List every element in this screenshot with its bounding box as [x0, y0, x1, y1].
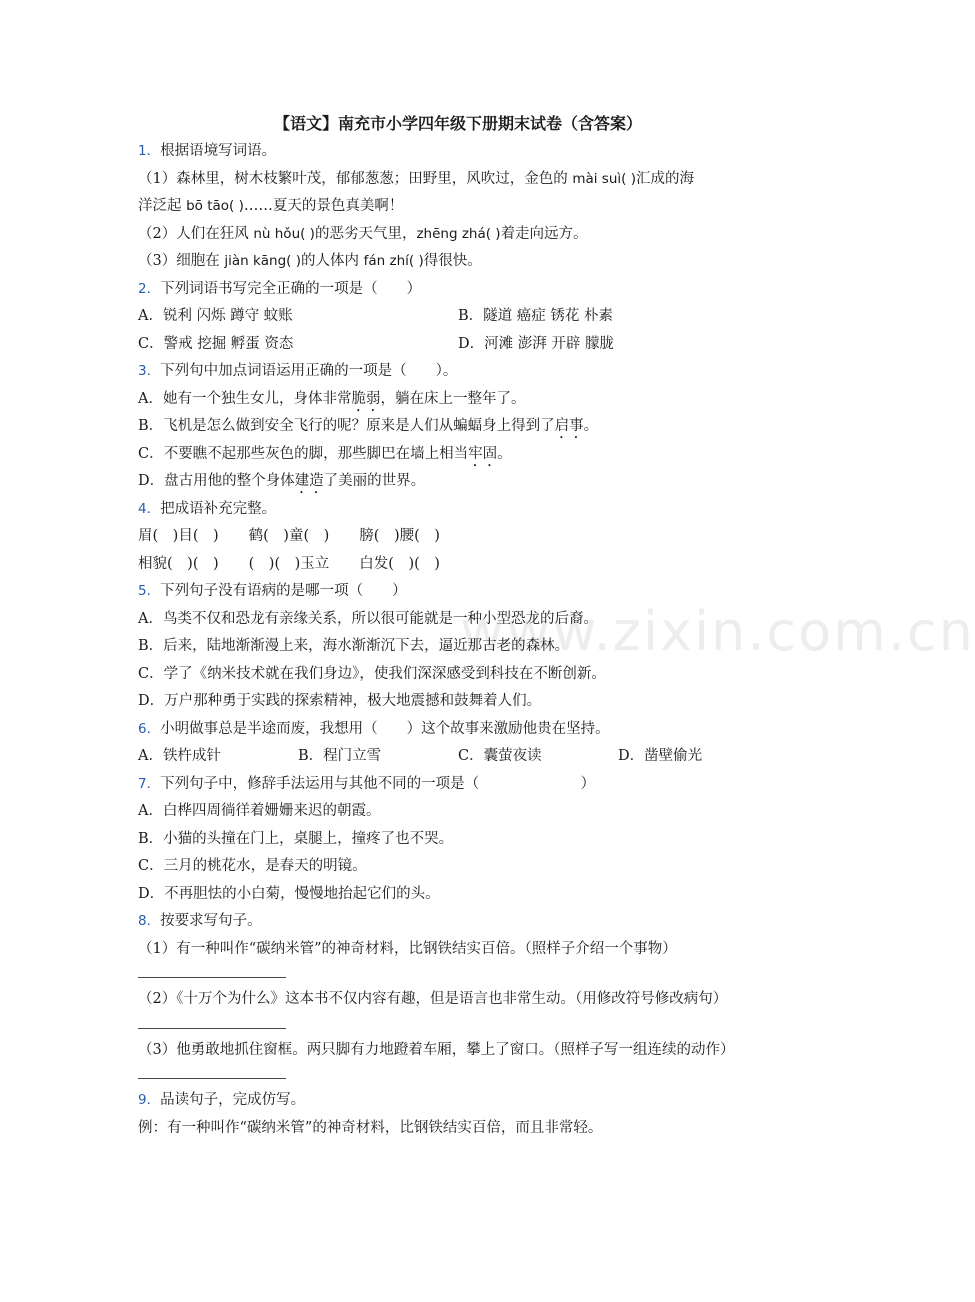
option-b[interactable]: B．小猫的头撞在门上，桌腿上，撞疼了也不哭。 — [138, 830, 454, 847]
question-8-sub-3: （3）他勇敢地抓住窗框。两只脚有力地蹬着车厢，攀上了窗口。（照样子写一组连续的动作） — [138, 1041, 735, 1058]
idiom-blank[interactable]: 白发( )( ) — [359, 555, 440, 572]
option-c[interactable]: C．不要瞧不起那些灰色的脚，那些脚巴在墙上相当牢固。 — [138, 445, 512, 462]
option-a[interactable]: A．鸟类不仅和恐龙有亲缘关系，所以很可能就是一种小型恐龙的后裔。 — [138, 610, 598, 627]
question-8-sub-1: （1）有一种叫作“碳纳米管”的神奇材料，比钢铁结实百倍。（照样子介绍一个事物） — [138, 940, 677, 957]
option-d[interactable]: D．河滩 澎湃 开辟 朦胧 — [458, 335, 614, 352]
question-1-sentence-1b: 洋泛起 bō tāo( )……夏天的景色真美啊！ — [138, 198, 404, 214]
pinyin-blank[interactable]: nù hǒu( ) — [253, 225, 315, 242]
question-1-stem: 1．根据语境写词语。 — [138, 143, 277, 159]
question-1-sentence-2: （2）人们在狂风 nù hǒu( )的恶劣天气里，zhēng zhá( )着走向远方。 — [138, 225, 588, 242]
idiom-row-2 — [138, 551, 778, 579]
answer-line[interactable] — [138, 1064, 286, 1079]
pinyin-blank[interactable]: mài suì( ) — [572, 170, 636, 187]
option-b[interactable]: B．隧道 癌症 锈花 朴素 — [458, 308, 613, 324]
question-8-sub-2: （2）《十万个为什么》这本书不仅内容有趣，但是语言也非常生动。（用修改符号修改病句） — [138, 991, 728, 1007]
question-6-stem: 6．小明做事总是半途而废，我想用（ ）这个故事来激励他贵在坚持。 — [138, 720, 610, 737]
idiom-blank[interactable]: 相貌( )( ) — [138, 555, 219, 572]
option-a[interactable]: A．锐利 闪烁 蹲守 蚊账 — [138, 308, 293, 324]
question-9-example: 例：有一种叫作“碳纳米管”的神奇材料，比钢铁结实百倍，而且非常轻。 — [138, 1119, 603, 1136]
question-2-options-ab — [138, 303, 778, 331]
option-c[interactable]: C．警戒 挖掘 孵蛋 资态 — [138, 335, 294, 352]
option-b[interactable]: B．后来，陆地渐渐漫上来，海水渐渐沉下去，逼近那古老的森林。 — [138, 638, 570, 654]
option-d[interactable]: D．不再胆怯的小白菊，慢慢地抬起它们的头。 — [138, 885, 440, 902]
idiom-blank[interactable]: 眉( )目( ) — [138, 528, 219, 544]
option-b[interactable]: B．程门立雪 — [298, 748, 382, 764]
question-3-stem: 3．下列句中加点词语运用正确的一项是（ ）。 — [138, 363, 458, 379]
question-9-stem: 9．品读句子，完成仿写。 — [138, 1092, 306, 1108]
question-5-stem: 5．下列句子没有语病的是哪一项（ ） — [138, 583, 407, 599]
question-6-options — [138, 743, 778, 771]
option-c[interactable]: C．囊萤夜读 — [458, 748, 542, 764]
option-d[interactable]: D．盘古用他的整个身体建造了美丽的世界。 — [138, 473, 426, 489]
question-2-stem: 2．下列词语书写完全正确的一项是（ ） — [138, 280, 422, 297]
question-2-options-cd — [138, 331, 778, 359]
idiom-blank[interactable]: 鹤( )童( ) — [248, 528, 330, 544]
question-1-sentence-1a: （1）森林里，树木枝繁叶茂，郁郁葱葱；田野里，风吹过，金色的 mài suì( )汇成的海 — [138, 170, 694, 187]
option-c[interactable]: C．学了《纳米技术就在我们身边》，使我们深深感受到科技在不断创新。 — [138, 665, 606, 682]
option-c[interactable]: C．三月的桃花水，是春天的明镜。 — [138, 858, 367, 874]
option-a[interactable]: A．白桦四周徜徉着姗姗来迟的朝霞。 — [138, 803, 381, 819]
page-title: 【语文】南充市小学四年级下册期末试卷（含答案） — [273, 114, 642, 133]
idiom-row-1 — [138, 523, 778, 551]
option-d[interactable]: D．万户那种勇于实践的探索精神，极大地震撼和鼓舞着人们。 — [138, 693, 542, 709]
question-8-stem: 8．按要求写句子。 — [138, 913, 262, 929]
question-4-stem: 4．把成语补充完整。 — [138, 500, 277, 517]
pinyin-blank[interactable]: zhēng zhá( ) — [416, 225, 501, 242]
option-b[interactable]: B．飞机是怎么做到安全飞行的呢？原来是人们从蝙蝠身上得到了启事。 — [138, 418, 599, 434]
exam-page — [138, 110, 778, 1142]
pinyin-blank[interactable]: bō tāo( ) — [186, 198, 244, 214]
pinyin-blank[interactable]: jiàn kāng( ) — [224, 253, 302, 269]
option-d[interactable]: D．凿壁偷光 — [618, 748, 703, 764]
option-a[interactable]: A．铁杵成针 — [138, 748, 221, 764]
question-7-stem: 7．下列句子中，修辞手法运用与其他不同的一项是（ ） — [138, 775, 596, 792]
pinyin-blank[interactable]: fán zhí( ) — [363, 253, 424, 269]
answer-line[interactable] — [138, 963, 286, 978]
answer-line[interactable] — [138, 1014, 286, 1029]
question-1-sentence-3: （3）细胞在 jiàn kāng( )的人体内 fán zhí( )得很快。 — [138, 253, 482, 269]
watermark: www.zixin.com.cn — [460, 600, 975, 663]
option-a[interactable]: A．她有一个独生女儿，身体非常脆弱，躺在床上一整年了。 — [138, 390, 526, 407]
idiom-blank[interactable]: 膀( )腰( ) — [359, 528, 440, 544]
idiom-blank[interactable]: ( )( )玉立 — [248, 555, 330, 572]
